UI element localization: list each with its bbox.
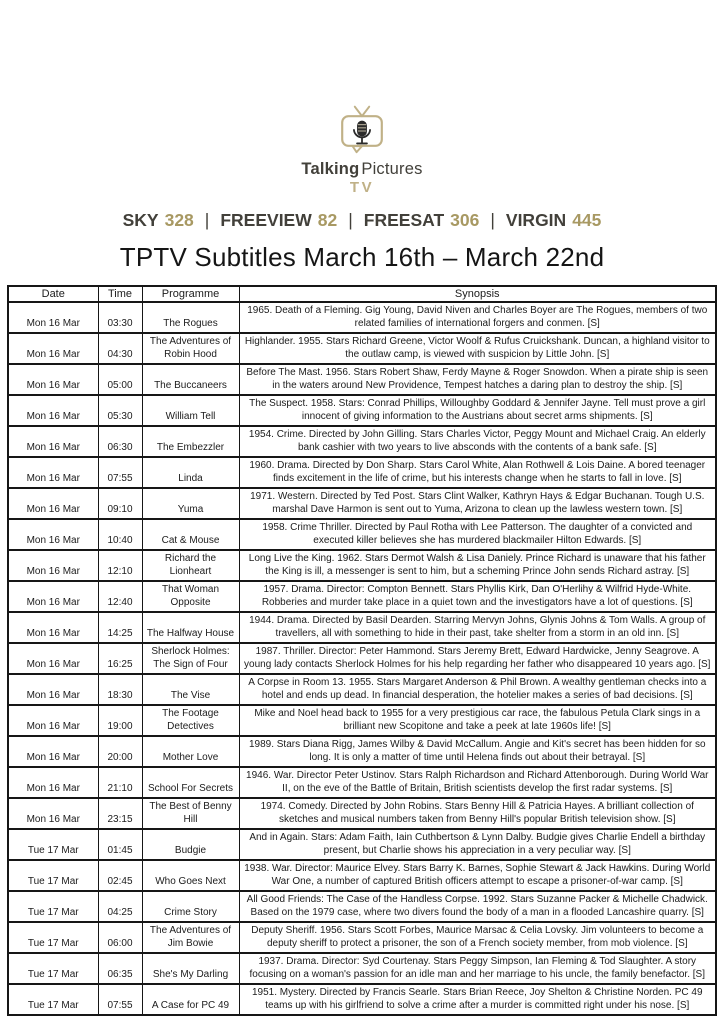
- table-row: [8, 395, 716, 426]
- table-row: [8, 829, 716, 860]
- time-cell: 01:45: [98, 829, 142, 860]
- programme-cell: Budgie: [142, 829, 239, 860]
- synopsis-cell: 1937. Drama. Director: Syd Courtenay. Stars Peggy Simpson, Ian Fleming & Tod Slaughter. A story focusing on a woman's passion for an idle man and her marriage to his uncle, the family benefactor. [S]: [239, 953, 716, 984]
- time-cell: 07:55: [98, 984, 142, 1015]
- table-header-row: [8, 286, 716, 302]
- brand-talking: Talking: [301, 160, 360, 178]
- table-row: [8, 488, 716, 519]
- date-cell: Mon 16 Mar: [8, 767, 98, 798]
- programme-cell: Who Goes Next: [142, 860, 239, 891]
- table-row: [8, 519, 716, 550]
- table-row: [8, 767, 716, 798]
- date-cell: Tue 17 Mar: [8, 984, 98, 1015]
- channel-item: [123, 210, 194, 230]
- programme-cell: Sherlock Holmes: The Sign of Four: [142, 643, 239, 674]
- time-cell: 09:10: [98, 488, 142, 519]
- time-cell: 19:00: [98, 705, 142, 736]
- time-cell: 10:40: [98, 519, 142, 550]
- table-row: [8, 705, 716, 736]
- synopsis-cell: And in Again. Stars: Adam Faith, Iain Cuthbertson & Lynn Dalby. Budgie gives Charlie Endell a birthday present, but Charlie shows his appreciation in a very peculiar way. [S]: [239, 829, 716, 860]
- table-row: [8, 302, 716, 333]
- synopsis-cell: 1951. Mystery. Directed by Francis Searle. Stars Brian Reece, Joy Shelton & Christine Norden. PC 49 teams up with his girlfriend to solve a crime after a murder is committed right under his nose. [S]: [239, 984, 716, 1015]
- channel-number: 82: [317, 210, 338, 230]
- table-row: [8, 426, 716, 457]
- table-row: [8, 736, 716, 767]
- time-cell: 06:35: [98, 953, 142, 984]
- time-cell: 06:00: [98, 922, 142, 953]
- table-row: [8, 860, 716, 891]
- col-header-programme: Programme: [142, 286, 239, 302]
- table-row: [8, 643, 716, 674]
- date-cell: Tue 17 Mar: [8, 829, 98, 860]
- synopsis-cell: 1960. Drama. Directed by Don Sharp. Stars Carol White, Alan Rothwell & Lois Daine. A bored teenager finds excitement in the life of crime, but his interests change when he starts to fall in love. [S]: [239, 457, 716, 488]
- time-cell: 02:45: [98, 860, 142, 891]
- programme-cell: The Footage Detectives: [142, 705, 239, 736]
- channel-numbers-row: [0, 210, 724, 231]
- time-cell: 16:25: [98, 643, 142, 674]
- date-cell: Tue 17 Mar: [8, 953, 98, 984]
- date-cell: Mon 16 Mar: [8, 488, 98, 519]
- table-row: [8, 457, 716, 488]
- date-cell: Mon 16 Mar: [8, 643, 98, 674]
- programme-cell: The Halfway House: [142, 612, 239, 643]
- date-cell: Mon 16 Mar: [8, 519, 98, 550]
- channel-number: 306: [450, 210, 480, 230]
- date-cell: Mon 16 Mar: [8, 612, 98, 643]
- programme-cell: The Best of Benny Hill: [142, 798, 239, 829]
- channel-item: [506, 210, 602, 230]
- channel-name: SKY: [122, 210, 159, 230]
- date-cell: Tue 17 Mar: [8, 922, 98, 953]
- synopsis-cell: 1946. War. Director Peter Ustinov. Stars Ralph Richardson and Richard Attenborough. During World War II, on the eve of the Battle of Britain, British scientists develop the first radar systems. [S]: [239, 767, 716, 798]
- programme-cell: Cat & Mouse: [142, 519, 239, 550]
- synopsis-cell: 1944. Drama. Directed by Basil Dearden. Starring Mervyn Johns, Glynis Johns & Tom Walls. A group of travellers, all with something to hide in their past, take shelter from a storm in an old inn. [S]: [239, 612, 716, 643]
- programme-cell: The Adventures of Robin Hood: [142, 333, 239, 364]
- synopsis-cell: Before The Mast. 1956. Stars Robert Shaw, Ferdy Mayne & Roger Snowdon. When a pirate ship is seen in the waters around New Providence, Tempest hatches a daring plan to destroy the ship. [S]: [239, 364, 716, 395]
- synopsis-cell: 1987. Thriller. Director: Peter Hammond. Stars Jeremy Brett, Edward Hardwicke, Jenny Seagrove. A young lady contacts Sherlock Holmes for his help regarding her father who disappeared 10 years ago. [S]: [239, 643, 716, 674]
- schedule-table: [7, 285, 717, 1016]
- synopsis-cell: Highlander. 1955. Stars Richard Greene, Victor Woolf & Rufus Cruickshank. Duncan, a highland visitor to the outlaw camp, is viewed with suspicion by Little John. [S]: [239, 333, 716, 364]
- col-header-synopsis: Synopsis: [239, 286, 716, 302]
- col-header-time: Time: [98, 286, 142, 302]
- synopsis-cell: All Good Friends: The Case of the Handless Corpse. 1992. Stars Suzanne Packer & Michelle Chadwick. Based on the 1979 case, where two divers found the body of a man in a flooded Lancashire quarry. [S]: [239, 891, 716, 922]
- programme-cell: She's My Darling: [142, 953, 239, 984]
- date-cell: Tue 17 Mar: [8, 891, 98, 922]
- time-cell: 12:10: [98, 550, 142, 581]
- channel-number: 445: [572, 210, 602, 230]
- table-row: [8, 984, 716, 1015]
- synopsis-cell: The Suspect. 1958. Stars: Conrad Phillips, Willoughby Goddard & Jennifer Jayne. Tell must prove a girl innocent of giving information to the Austrians about secret arms shipments. [S]: [239, 395, 716, 426]
- date-cell: Mon 16 Mar: [8, 674, 98, 705]
- table-row: [8, 364, 716, 395]
- time-cell: 04:25: [98, 891, 142, 922]
- synopsis-cell: 1958. Crime Thriller. Directed by Paul Rotha with Lee Patterson. The daughter of a convicted and executed killer believes she has murdered blackmailer Hilton Edwards. [S]: [239, 519, 716, 550]
- programme-cell: The Vise: [142, 674, 239, 705]
- date-cell: Mon 16 Mar: [8, 705, 98, 736]
- programme-cell: Mother Love: [142, 736, 239, 767]
- synopsis-cell: Long Live the King. 1962. Stars Dermot Walsh & Lisa Daniely. Prince Richard is unaware that his father the King is ill, a messenger is sent to him, but a scheming Prince John sends Richard astray. [S]: [239, 550, 716, 581]
- programme-cell: William Tell: [142, 395, 239, 426]
- time-cell: 03:30: [98, 302, 142, 333]
- table-row: [8, 953, 716, 984]
- date-cell: Mon 16 Mar: [8, 302, 98, 333]
- time-cell: 20:00: [98, 736, 142, 767]
- synopsis-cell: 1974. Comedy. Directed by John Robins. Stars Benny Hill & Patricia Hayes. A brilliant collection of sketches and musical numbers taken from Benny Hill's popular British television show. [S]: [239, 798, 716, 829]
- time-cell: 05:00: [98, 364, 142, 395]
- programme-cell: The Buccaneers: [142, 364, 239, 395]
- pipe-separator: |: [490, 210, 495, 230]
- table-row: [8, 891, 716, 922]
- programme-cell: Linda: [142, 457, 239, 488]
- programme-cell: Yuma: [142, 488, 239, 519]
- channel-item: [364, 210, 480, 230]
- logo: [0, 0, 724, 196]
- synopsis-cell: Mike and Noel head back to 1955 for a very prestigious car race, the fabulous Petula Clark sings in a brilliant new Scopitone and take a peek at late 1960s life! [S]: [239, 705, 716, 736]
- channel-item: [220, 210, 337, 230]
- programme-cell: The Adventures of Jim Bowie: [142, 922, 239, 953]
- synopsis-cell: 1971. Western. Directed by Ted Post. Stars Clint Walker, Kathryn Hays & Edgar Buchanan. Tough U.S. marshal Dave Harmon is sent out to Yuma, Arizona to clean up the lawless western town. [S]: [239, 488, 716, 519]
- time-cell: 14:25: [98, 612, 142, 643]
- programme-cell: School For Secrets: [142, 767, 239, 798]
- date-cell: Mon 16 Mar: [8, 333, 98, 364]
- table-row: [8, 581, 716, 612]
- table-row: [8, 550, 716, 581]
- synopsis-cell: Deputy Sheriff. 1956. Stars Scott Forbes, Maurice Marsac & Celia Lovsky. Jim volunteers to become a deputy sheriff to protect a prisoner, the son of a French society member, from mob violence. [S]: [239, 922, 716, 953]
- page-title: TPTV Subtitles March 16th – March 22nd: [119, 242, 605, 272]
- pipe-separator: |: [204, 210, 210, 230]
- synopsis-cell: 1957. Drama. Director: Compton Bennett. Stars Phyllis Kirk, Dan O'Herlihy & Wilfrid Hyde-White. Robberies and murder take place in a quiet town and the investigators have a lot of questions. [S]: [239, 581, 716, 612]
- programme-cell: Richard the Lionheart: [142, 550, 239, 581]
- col-header-date: Date: [8, 286, 98, 302]
- table-row: [8, 333, 716, 364]
- channel-name: FREESAT: [363, 210, 445, 230]
- channel-name: VIRGIN: [505, 210, 567, 230]
- time-cell: 05:30: [98, 395, 142, 426]
- pipe-separator: |: [348, 210, 353, 230]
- table-row: [8, 922, 716, 953]
- date-cell: Mon 16 Mar: [8, 395, 98, 426]
- date-cell: Mon 16 Mar: [8, 426, 98, 457]
- synopsis-cell: A Corpse in Room 13. 1955. Stars Margaret Anderson & Phil Brown. A wealthy gentleman checks into a hotel and ends up dead. In financial desperation, the hotelier makes a series of bad decisions. [S]: [239, 674, 716, 705]
- brand-name: [301, 160, 422, 179]
- brand-tv: TV: [349, 179, 375, 196]
- channel-name: FREEVIEW: [220, 210, 312, 230]
- programme-cell: Crime Story: [142, 891, 239, 922]
- channel-number: 328: [164, 210, 194, 230]
- table-row: [8, 612, 716, 643]
- synopsis-cell: 1938. War. Director: Maurice Elvey. Stars Barry K. Barnes, Sophie Stewart & Jack Hawkins. During World War One, a number of captured British officers attempt to escape a prisoner-of-war camp. [S]: [239, 860, 716, 891]
- table-row: [8, 798, 716, 829]
- table-row: [8, 674, 716, 705]
- tv-microphone-icon: [333, 104, 391, 158]
- time-cell: 06:30: [98, 426, 142, 457]
- programme-cell: The Embezzler: [142, 426, 239, 457]
- programme-cell: The Rogues: [142, 302, 239, 333]
- synopsis-cell: 1965. Death of a Fleming. Gig Young, David Niven and Charles Boyer are The Rogues, members of two related families of international forgers and conmen. [S]: [239, 302, 716, 333]
- date-cell: Mon 16 Mar: [8, 364, 98, 395]
- date-cell: Mon 16 Mar: [8, 550, 98, 581]
- synopsis-cell: 1954. Crime. Directed by John Gilling. Stars Charles Victor, Peggy Mount and Michael Craig. An elderly bank cashier with two years to live absconds with the contents of a bank safe. [S]: [239, 426, 716, 457]
- date-cell: Mon 16 Mar: [8, 798, 98, 829]
- time-cell: 07:55: [98, 457, 142, 488]
- time-cell: 04:30: [98, 333, 142, 364]
- date-cell: Mon 16 Mar: [8, 736, 98, 767]
- programme-cell: A Case for PC 49: [142, 984, 239, 1015]
- time-cell: 18:30: [98, 674, 142, 705]
- time-cell: 21:10: [98, 767, 142, 798]
- time-cell: 23:15: [98, 798, 142, 829]
- brand-pictures: Pictures: [361, 160, 423, 178]
- date-cell: Mon 16 Mar: [8, 581, 98, 612]
- date-cell: Tue 17 Mar: [8, 860, 98, 891]
- date-cell: Mon 16 Mar: [8, 457, 98, 488]
- synopsis-cell: 1989. Stars Diana Rigg, James Wilby & David McCallum. Angie and Kit's secret has been hidden for so long. It is only a matter of time until Helena finds out about their betrayal. [S]: [239, 736, 716, 767]
- time-cell: 12:40: [98, 581, 142, 612]
- programme-cell: That Woman Opposite: [142, 581, 239, 612]
